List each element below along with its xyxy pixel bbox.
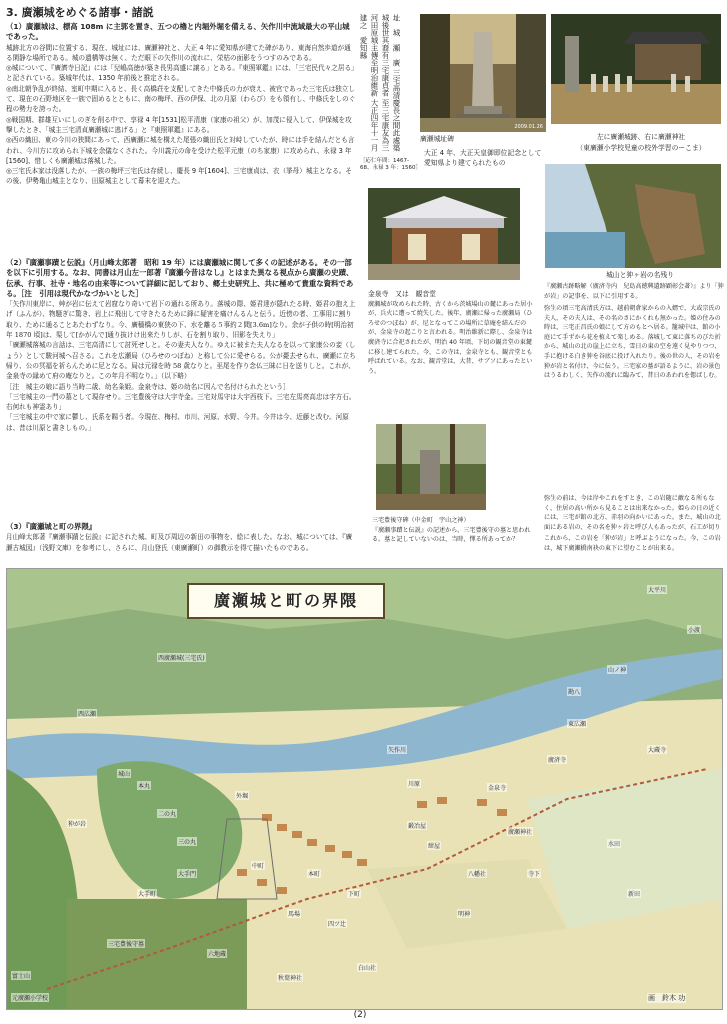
inscription-line: 至三宅康友為三河田原城主傳至明治維新 — [370, 14, 390, 152]
temple-body: 廣瀬城が攻められた時、古くから茨城場山の麓にあった居小が、兵火に遭って焼失した。後年、廣瀬に帰った廣瀬局（ひろせのつぼね）が、尼となってこの場所に草庵を結んだのが、金泉寺の起こりと言われる。明治維新に際し、金泉寺は廣済寺に合祀されたが、明治 40 年頃、下切の観音堂の東麓に移し建てられた。今、この寺は、金泉寺とも、観音堂とも呼ばれている。なお、観音堂は、大昔、サブソにあったという。 — [368, 300, 533, 375]
part2-quote: 「廣瀬城落城の言話は、三宅高清にして討死せしと。その妻夫人なり。ゆえに被また夫人なるを以って家康公の妾（しょう）として駿河城へ召さる。これを広瀬局（ひろせのつぼね）と称して公に愛せらる。公が薨去せられ、廣瀬に立ち帰り、公の冥福を祈らんために尼となる。局は元禄を時 58 歳なりと。巫尾を作り念仏三昧に日を送りしと。これが、金泉寺の縁めて府の庵なりと。この年月不明なり。」（以下略） — [6, 341, 356, 381]
map-label: 本町 — [308, 871, 321, 878]
monument-photo — [420, 14, 546, 132]
tomb-block — [372, 516, 538, 545]
map-label: 大手町 — [138, 891, 157, 898]
rock-body2: 弥生の前は、今は岸やこれをすとき、この岩随に敵なる所もなく、住居の高い所から見ることは出来なかった。姫らの日の近くには、三宅が館の北方、赤羽の向かいにあった。また、城山の北面にある岩の、その名を狆ヶ岩と呼び人もあったが、石工が切り — [544, 495, 721, 531]
rock-photo — [545, 164, 721, 268]
rock-caption: 城山と狆ヶ岩の名残り — [606, 271, 674, 279]
map-label: 六地蔵 — [208, 951, 227, 958]
map-label: 川原 — [408, 781, 421, 788]
map-label: 東広瀬 — [568, 721, 587, 728]
map-label: 小渡 — [688, 627, 701, 634]
rock-sub-caption: 『廣瀬古跡略解（廣済寺内 兒島高徳興遺跡顕彰会著）』より「狆が岩」の記事を、以下に引用する。 — [544, 283, 724, 300]
part1-para: ◎城について、『廣濟寺日記』には「兒嶋高徳が築き長男高盛に譲る」とある。『東照軍鑑』には、「三宅民代々之居る」と記されている。築城年代は、1350 年前後と推定される。 — [6, 64, 355, 83]
map-label: 鍛冶屋 — [408, 823, 427, 830]
map-label: 八幡社 — [468, 871, 487, 878]
page-number: (2) — [353, 1010, 367, 1020]
rock-image — [545, 164, 721, 268]
map-label: 西廣瀬城(三宅氏) — [158, 655, 205, 662]
map-label: 新田 — [628, 891, 641, 898]
monument-photo-caption: 廣瀬城址碑 — [420, 135, 454, 143]
map-label: 下町 — [348, 891, 361, 898]
map-label: 秋葉神社 — [278, 975, 303, 982]
map-label: 大平川 — [648, 587, 667, 594]
part1-para: ◎西の織田、東の今川の狭間にあって、西廣瀬に城を構えた尾張の織田氏と対峙していたが、時には手を結んだとも言われ、今川方に攻められ下城を余儀なくされた。今川義元の命を受けた松平元康（のち家康）に攻められ、永禄 3 年[1560]、惜しくも廣瀬城は落城した。 — [6, 136, 355, 165]
tomb-photo — [376, 424, 486, 510]
part1-para: ◎三宅氏本家は没落したが、一族の梅坪三宅氏は存続し、慶長 9 年[1604]、三宅康貞は、衣（挙母）城主となる。その後、伊勢亀山城主となり、田原城主として幕末を迎えた。 — [6, 167, 352, 186]
map-label: 山ノ神 — [608, 667, 627, 674]
map-label: 矢作川 — [388, 747, 407, 754]
temple-photo — [368, 188, 520, 280]
part1-heading: （1）廣瀬城は、標高 108m に主郭を置き、五つの櫓と内堀外堀を備える、矢作川中流域最大の平山城であった。 — [6, 22, 350, 42]
section-title: 3. 廣瀬城をめぐる諸事・諸説 — [6, 6, 154, 19]
part2-quote: 「矢作川東岸に、艸が岩に伝えて岩窟なり奇いて岩下の通れる所あり。落城の際、姫君達が隠れたる時、姫君の抱え上げ（ふんが）、物騒ぎに驚き、岩上に飛出して守きたるために鋒に疑害を痛けんるんと伝う。近傍の者、工事用に割り取り、ために通ることあたわずなり。今、廣穡橋の東狭の下、水を離る５事約２間[3.6m]なり。余が子供の時[明治初年 1870 頃]は、渠して[かがんで]通り抜けけ出来たりしが、石を割り取り、旧影を失えり」 — [6, 300, 356, 340]
town-map — [6, 568, 723, 1010]
part3-body: 月山峰太郎著『廣瀬事蹟と伝説』に記された城、町及び周辺の新田の事物を、絵に表した。なお、城については、『廣瀬古城図』（浅野文庫）を参考にし、さらに、月山登氏（東廣瀬町）の御教示を得て描いたものである。 — [6, 533, 353, 552]
map-label: 廣済寺 — [548, 757, 567, 764]
map-label: 白山社 — [358, 965, 377, 972]
map-label: 寺下 — [528, 871, 541, 878]
map-label: 元廣瀬小学校 — [12, 995, 49, 1002]
map-label: 金泉寺 — [488, 785, 507, 792]
shrine-caption: 左に廣瀬城跡、右に廣瀬神社 — [596, 133, 686, 141]
part2-note: ［注 城主の娘に語り当時二歳、幼名粂姫。金泉寺は、姫の幼名に因んで名付けられたという］ — [6, 382, 290, 391]
map-label: 紺屋 — [428, 843, 441, 850]
monument-image — [420, 14, 546, 132]
map-label: 城山 — [118, 771, 131, 778]
map-label: 中町 — [252, 863, 265, 870]
rock-footer: これから、この岩を「狆が岩」と呼ぶようになった。今、この岩は、城下廣瀬橋南袂の東下に望むことが出来る。 — [544, 535, 721, 552]
map-artist: 画 鈴木 功 — [648, 994, 686, 1002]
part2-heading: （2）『廣瀬事蹟と伝説』（月山峰太郎著 昭和 19 年）には廣瀬城に関して多くの記述がある。その一部を以下に引用する。なお、同書は月山左一郎著『廣瀬今昔はなし』とはまた異なる視点から廣瀬の史蹟、伝承、行事、社寺・地名の由来等について詳細に記しており、郷土史研究上、共に極めて貴重な資料である。［注 引用は現代かなづかいとした］ — [6, 258, 354, 298]
monument-text-caption: 大正 4 年、大正天皇御即位記念として愛知県より建てられたもの — [424, 149, 542, 167]
map-label: 二の丸 — [158, 811, 177, 818]
inscription-line: 大正四年十一月建之 愛知縣 — [359, 14, 379, 152]
shrine-sub-caption: （東廣瀬小学校児童の校外学習のーこま） — [576, 144, 706, 152]
inscription-line: 三宅高清慶長之間此處築城後世其裔有三宅康貞者 — [381, 14, 401, 152]
part3-heading: （3）『廣瀬城と町の界隈』 — [6, 522, 97, 531]
map-label: 四ツ辻 — [328, 921, 347, 928]
map-label: 馬場 — [288, 911, 301, 918]
part1-para: 城跡北方の谷間に位置する、現在、城址には、廣瀬神社と、大正 4 年に愛知県が建てた碑があり、東海自然歩道が通る閑静な場所である。城の遺構等は無く、ただ眼下の矢作川の流れに、栄枯の面影をうつすのみである。 — [6, 43, 351, 62]
monument-dates: ［応仁年間：1467-68、永禄 3 年：1560］ — [360, 158, 421, 171]
photo-date: 2009.01.26 — [514, 124, 543, 130]
temple-image — [368, 188, 520, 280]
map-label: 狆が岩 — [68, 821, 87, 828]
rock-body: 弥生の頃三宅高清氏方は、越前朝倉家からの入婿で、大或宗氏の夫人、その夫人は、その名のさにかくれも無かった。姫の住みの時は、三宅正昌氏の娘にして方のもとへ居る。籠城中は、館の小庭にて手ずから花を植えて楽しめる。落城して東に落ちのびた折から、城山の北の崖上に立ち、雪日の東の空を遠く見やりつつ、手に抱ける白き狆を谷底に投げ入れたり。後の世の人、その岩を狆が岩と名付け、今に伝う。三宅家の墓が語るように、岩の景色はうるわしく、矢作の流れに臨みて、昔日のあわれを偲ばしむ。 — [544, 305, 721, 380]
inscription-line: 址 城 瀬 廣 — [392, 14, 401, 67]
map-label: 外堀 — [236, 793, 249, 800]
part2-block — [6, 258, 356, 433]
shrine-image — [551, 14, 721, 124]
map-label: 水田 — [608, 841, 621, 848]
map-label: 勘八 — [568, 689, 581, 696]
temple-title: 金泉寺 又は 観音堂 — [368, 290, 436, 298]
map-label: 西広瀬 — [78, 711, 97, 718]
part3-block — [6, 522, 358, 553]
shrine-photo — [551, 14, 721, 124]
part1-para: ◎南北朝争乱が終結、室町中期に入ると、長く高橋荘を支配してきた中條氏の力が衰え、被官であった三宅氏は独立して、現在の石野地区を一族で固めるとともに、南の梅坪、西の伊保、北の月原（わらび）をも領有し、中條氏をしのぐ程の勢力を誇った。 — [6, 84, 356, 114]
part1-para: ◎戦国期、群雄互いにしのぎを削る中で、享禄 4 年[1531]松平清康（家康の祖父）が、加茂に侵入して、伊保城を攻撃したとき、「城主三宅清貞廣瀬城に逃げる」と『東照軍鑑』にある。 — [6, 115, 352, 134]
tomb-caption: 三宅豊後守碑（中金町 宇山之神） — [372, 517, 470, 524]
map-label: 廣瀬神社 — [508, 829, 533, 836]
map-label: 大手門 — [178, 871, 197, 878]
part1-block — [6, 22, 356, 187]
map-label: 富士山 — [12, 973, 31, 980]
monument-inscription — [358, 14, 402, 154]
part2-quote: 「三宅城主の一門の墓として現存せり。三宅豊後守は大宇寺金。三宅対馬守は大宇西枝下。三宅左馬亮高忠は字方石。右何れも神霊あり」 — [6, 392, 356, 412]
tomb-image — [376, 424, 486, 510]
map-title: 廣瀬城と町の界隈 — [187, 583, 385, 619]
tomb-body: 『廣瀬事蹟と伝説』の記述から、三宅豊後守の墓と思われる。墓と記していないのは、当時、憚る所あってか？ — [372, 526, 531, 544]
map-label: 大蔵寺 — [648, 747, 667, 754]
temple-block — [368, 290, 538, 376]
map-label: 三の丸 — [178, 839, 197, 846]
map-label: 三宅豊後守墓 — [108, 941, 145, 948]
map-label: 本丸 — [138, 783, 151, 790]
map-label: 明神 — [458, 911, 471, 918]
part2-quote: 「三宅城主の中で家に鬱し、氏系を賜う者。今現在、梅村、市川、河原、水野、今井。今井は今、近藤と改む。河原は、昔は川原と書きしもの。」 — [6, 413, 349, 432]
